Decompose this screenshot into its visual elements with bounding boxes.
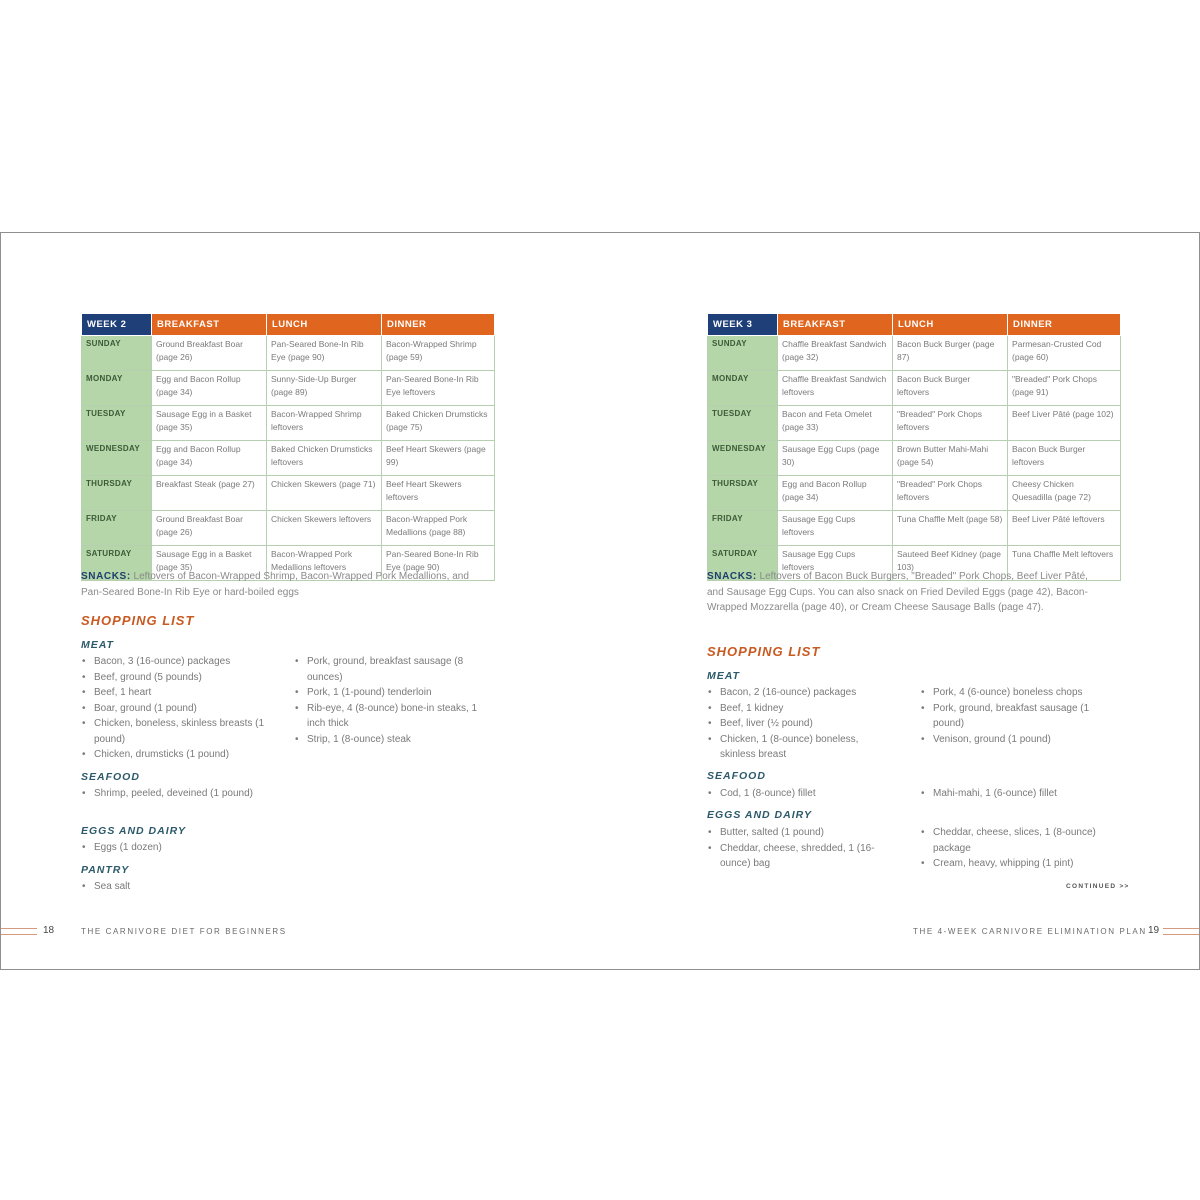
meal-header: LUNCH <box>893 314 1008 336</box>
page-tab-marker <box>1 928 37 935</box>
table-row <box>82 476 495 511</box>
list-item <box>707 825 892 841</box>
meal-cell: Chicken Skewers leftovers <box>267 511 382 546</box>
eggs-dairy-section-label: EGGS AND DAIRY <box>81 825 187 837</box>
running-footer: THE CARNIVORE DIET FOR BEGINNERS <box>81 927 287 936</box>
table-row <box>82 511 495 546</box>
meal-cell: Bacon-Wrapped Pork Medallions (page 88) <box>382 511 495 546</box>
meal-cell: Sausage Egg in a Basket (page 35) <box>152 546 267 581</box>
day-cell: WEDNESDAY <box>82 441 152 476</box>
table-row <box>708 371 1121 406</box>
list-item-text: Bacon, 2 (16-ounce) packages <box>720 687 857 698</box>
meal-cell: Tuna Chaffle Melt (page 58) <box>893 511 1008 546</box>
bullet-icon: • <box>82 718 86 729</box>
day-cell: WEDNESDAY <box>708 441 778 476</box>
day-cell: SUNDAY <box>708 336 778 371</box>
meat-section-label: MEAT <box>707 670 740 682</box>
list-item-text: Pork, 1 (1-pound) tenderloin <box>307 687 432 698</box>
meal-cell: "Breaded" Pork Chops (page 91) <box>1008 371 1121 406</box>
meal-cell: Beef Liver Pâté (page 102) <box>1008 406 1121 441</box>
snacks-text: Leftovers of Bacon Buck Burgers, "Breaded" Pork Chops, Beef Liver Pâté, and Sausage Egg Cups. You can also snack on Fried Deviled Eggs (page 42), Bacon-Wrapped Mozzarella (page 40), or Cream Cheese Sausage Balls (page 47). <box>707 571 1088 613</box>
meal-cell: Bacon-Wrapped Pork Medallions leftovers <box>267 546 382 581</box>
continued-marker: CONTINUED >> <box>1066 883 1130 890</box>
list-item <box>81 685 266 701</box>
bullet-icon: • <box>295 656 299 667</box>
list-item <box>81 879 266 895</box>
snacks-text: Leftovers of Bacon-Wrapped Shrimp, Bacon-Wrapped Pork Medallions, and Pan-Seared Bone-In Rib Eye or hard-boiled eggs <box>81 571 469 598</box>
meal-cell: Pan-Seared Bone-In Rib Eye leftovers <box>382 371 495 406</box>
meal-header: DINNER <box>1008 314 1121 336</box>
meal-cell: Ground Breakfast Boar (page 26) <box>152 511 267 546</box>
bullet-icon: • <box>708 827 712 838</box>
meal-cell: Beef Liver Pâté leftovers <box>1008 511 1121 546</box>
bullet-icon: • <box>921 858 925 869</box>
bullet-icon: • <box>921 788 925 799</box>
table-row <box>708 476 1121 511</box>
list-item <box>294 732 479 748</box>
seafood-section-label: SEAFOOD <box>707 770 766 782</box>
list-item-text: Chicken, boneless, skinless breasts (1 pound) <box>94 718 265 745</box>
list-item-text: Beef, ground (5 pounds) <box>94 671 202 683</box>
day-cell: SUNDAY <box>82 336 152 371</box>
pantry-list-col1 <box>81 879 266 895</box>
meal-cell: Bacon-Wrapped Shrimp (page 59) <box>382 336 495 371</box>
day-cell: FRIDAY <box>82 511 152 546</box>
week2-meal-table <box>81 313 495 581</box>
bullet-icon: • <box>82 702 86 714</box>
meat-list-col1 <box>707 685 892 763</box>
list-item <box>920 685 1105 701</box>
list-item <box>294 701 479 732</box>
list-item <box>920 786 1105 802</box>
meat-list-col1 <box>81 654 266 763</box>
book-spread <box>0 232 1200 970</box>
eggs-dairy-list-col1 <box>707 825 892 872</box>
meal-cell: Bacon and Feta Omelet (page 33) <box>778 406 893 441</box>
list-item-text: Cheddar, cheese, shredded, 1 (16-ounce) bag <box>720 842 875 869</box>
meal-cell: Egg and Bacon Rollup (page 34) <box>152 371 267 406</box>
day-cell: TUESDAY <box>708 406 778 441</box>
meal-cell: Brown Butter Mahi-Mahi (page 54) <box>893 441 1008 476</box>
list-item <box>707 716 892 732</box>
list-item-text: Boar, ground (1 pound) <box>94 702 197 714</box>
list-item <box>294 685 479 701</box>
list-item-text: Shrimp, peeled, deveined (1 pound) <box>94 788 253 799</box>
list-item <box>707 701 892 717</box>
meat-list-col2 <box>294 654 479 747</box>
table-header-row <box>82 314 495 336</box>
bullet-icon: • <box>921 827 925 838</box>
meal-cell: Baked Chicken Drumsticks (page 75) <box>382 406 495 441</box>
bullet-icon: • <box>708 687 712 698</box>
list-item-text: Bacon, 3 (16-ounce) packages <box>94 656 231 667</box>
running-footer: THE 4-WEEK CARNIVORE ELIMINATION PLAN <box>913 927 1147 936</box>
list-item <box>81 701 266 717</box>
list-item-text: Cod, 1 (8-ounce) fillet <box>720 788 816 799</box>
meal-cell: Sunny-Side-Up Burger (page 89) <box>267 371 382 406</box>
list-item <box>707 841 892 872</box>
table-row <box>708 336 1121 371</box>
snacks-label: SNACKS: <box>81 571 131 582</box>
bullet-icon: • <box>921 702 925 714</box>
snacks-note <box>707 569 1107 616</box>
right-page <box>600 233 1199 969</box>
meal-cell: Cheesy Chicken Quesadilla (page 72) <box>1008 476 1121 511</box>
meal-cell: Sausage Egg Cups (page 30) <box>778 441 893 476</box>
meal-cell: Parmesan-Crusted Cod (page 60) <box>1008 336 1121 371</box>
eggs-dairy-list-col2 <box>920 825 1105 872</box>
day-cell: MONDAY <box>708 371 778 406</box>
day-cell: FRIDAY <box>708 511 778 546</box>
day-cell: THURSDAY <box>82 476 152 511</box>
meal-cell: Pan-Seared Bone-In Rib Eye (page 90) <box>382 546 495 581</box>
snacks-label: SNACKS: <box>707 571 757 582</box>
shopping-list-title: SHOPPING LIST <box>81 613 195 628</box>
meal-cell: Chaffle Breakfast Sandwich (page 32) <box>778 336 893 371</box>
table-header-row <box>708 314 1121 336</box>
meat-section-label: MEAT <box>81 639 114 651</box>
eggs-dairy-section-label: EGGS AND DAIRY <box>707 809 813 821</box>
bullet-icon: • <box>921 733 925 745</box>
seafood-list-col1 <box>707 786 892 802</box>
list-item <box>707 685 892 701</box>
shopping-list-title: SHOPPING LIST <box>707 644 821 659</box>
list-item-text: Venison, ground (1 pound) <box>933 733 1051 745</box>
meal-cell: Sausage Egg Cups leftovers <box>778 511 893 546</box>
list-item-text: Chicken, drumsticks (1 pound) <box>94 749 230 760</box>
list-item <box>707 786 892 802</box>
bullet-icon: • <box>82 842 86 853</box>
list-item-text: Chicken, 1 (8-ounce) boneless, skinless breast <box>720 733 859 760</box>
meal-cell: Bacon Buck Burger leftovers <box>1008 441 1121 476</box>
bullet-icon: • <box>295 733 299 745</box>
list-item <box>920 825 1105 856</box>
table-row <box>82 441 495 476</box>
seafood-list-col1 <box>81 786 266 802</box>
meal-cell: Beef Heart Skewers (page 99) <box>382 441 495 476</box>
day-cell: SATURDAY <box>708 546 778 581</box>
day-cell: THURSDAY <box>708 476 778 511</box>
meal-cell: Baked Chicken Drumsticks leftovers <box>267 441 382 476</box>
list-item-text: Pork, ground, breakfast sausage (1 pound) <box>933 702 1090 729</box>
list-item-text: Beef, 1 heart <box>94 687 152 698</box>
meal-cell: "Breaded" Pork Chops leftovers <box>893 406 1008 441</box>
left-page <box>1 233 600 969</box>
meal-cell: Sausage Egg Cups leftovers <box>778 546 893 581</box>
meal-cell: Sausage Egg in a Basket (page 35) <box>152 406 267 441</box>
bullet-icon: • <box>708 702 712 714</box>
list-item-text: Cream, heavy, whipping (1 pint) <box>933 858 1074 869</box>
table-row <box>82 371 495 406</box>
list-item <box>920 732 1105 748</box>
list-item <box>81 670 266 686</box>
table-row <box>82 406 495 441</box>
seafood-section-label: SEAFOOD <box>81 771 140 783</box>
table-row <box>708 441 1121 476</box>
list-item <box>707 732 892 763</box>
meal-cell: Ground Breakfast Boar (page 26) <box>152 336 267 371</box>
bullet-icon: • <box>82 788 86 799</box>
meal-cell: Tuna Chaffle Melt leftovers <box>1008 546 1121 581</box>
bullet-icon: • <box>708 788 712 799</box>
meal-cell: Bacon Buck Burger (page 87) <box>893 336 1008 371</box>
meal-cell: Egg and Bacon Rollup (page 34) <box>152 441 267 476</box>
day-cell: SATURDAY <box>82 546 152 581</box>
page-number: 19 <box>1148 925 1160 936</box>
bullet-icon: • <box>82 671 86 683</box>
seafood-list-col2 <box>920 786 1105 802</box>
table-row <box>708 406 1121 441</box>
list-item-text: Cheddar, cheese, slices, 1 (8-ounce) package <box>933 827 1096 854</box>
list-item-text: Butter, salted (1 pound) <box>720 827 824 838</box>
list-item-text: Eggs (1 dozen) <box>94 842 162 853</box>
meal-cell: Egg and Bacon Rollup (page 34) <box>778 476 893 511</box>
list-item-text: Beef, liver (½ pound) <box>720 718 813 729</box>
table-row <box>708 511 1121 546</box>
list-item-text: Rib-eye, 4 (8-ounce) bone-in steaks, 1 inch thick <box>307 702 478 729</box>
list-item <box>81 840 266 856</box>
list-item <box>81 786 266 802</box>
list-item-text: Sea salt <box>94 881 131 892</box>
meal-cell: Chicken Skewers (page 71) <box>267 476 382 511</box>
bullet-icon: • <box>295 702 299 714</box>
list-item-text: Beef, 1 kidney <box>720 702 784 714</box>
bullet-icon: • <box>921 687 925 698</box>
list-item-text: Strip, 1 (8-ounce) steak <box>307 733 411 745</box>
bullet-icon: • <box>82 749 86 760</box>
bullet-icon: • <box>708 718 712 729</box>
meal-cell: Bacon Buck Burger leftovers <box>893 371 1008 406</box>
table-row <box>82 336 495 371</box>
meal-cell: Sauteed Beef Kidney (page 103) <box>893 546 1008 581</box>
snacks-note <box>81 569 481 600</box>
week3-meal-table <box>707 313 1121 581</box>
bullet-icon: • <box>82 881 86 892</box>
list-item <box>81 654 266 670</box>
meal-header: DINNER <box>382 314 495 336</box>
list-item-text: Mahi-mahi, 1 (6-ounce) fillet <box>933 788 1057 799</box>
bullet-icon: • <box>708 842 712 854</box>
meal-cell: "Breaded" Pork Chops leftovers <box>893 476 1008 511</box>
meal-cell: Bacon-Wrapped Shrimp leftovers <box>267 406 382 441</box>
list-item <box>294 654 479 685</box>
eggs-dairy-list-col1 <box>81 840 266 856</box>
meal-cell: Breakfast Steak (page 27) <box>152 476 267 511</box>
week-header: WEEK 2 <box>82 314 152 336</box>
meal-header: BREAKFAST <box>778 314 893 336</box>
list-item <box>920 856 1105 872</box>
list-item <box>920 701 1105 732</box>
meal-cell: Beef Heart Skewers leftovers <box>382 476 495 511</box>
week-header: WEEK 3 <box>708 314 778 336</box>
meal-header: LUNCH <box>267 314 382 336</box>
page-tab-marker <box>1163 928 1199 935</box>
meal-cell: Pan-Seared Bone-In Rib Eye (page 90) <box>267 336 382 371</box>
meal-header: BREAKFAST <box>152 314 267 336</box>
meal-cell: Chaffle Breakfast Sandwich leftovers <box>778 371 893 406</box>
day-cell: TUESDAY <box>82 406 152 441</box>
bullet-icon: • <box>82 656 86 667</box>
bullet-icon: • <box>708 733 712 745</box>
list-item-text: Pork, ground, breakfast sausage (8 ounces) <box>307 656 464 683</box>
pantry-section-label: PANTRY <box>81 864 130 876</box>
page-number: 18 <box>43 925 55 936</box>
list-item <box>81 747 266 763</box>
bullet-icon: • <box>295 687 299 698</box>
list-item <box>81 716 266 747</box>
list-item-text: Pork, 4 (6-ounce) boneless chops <box>933 687 1083 698</box>
day-cell: MONDAY <box>82 371 152 406</box>
bullet-icon: • <box>82 687 86 698</box>
meat-list-col2 <box>920 685 1105 747</box>
